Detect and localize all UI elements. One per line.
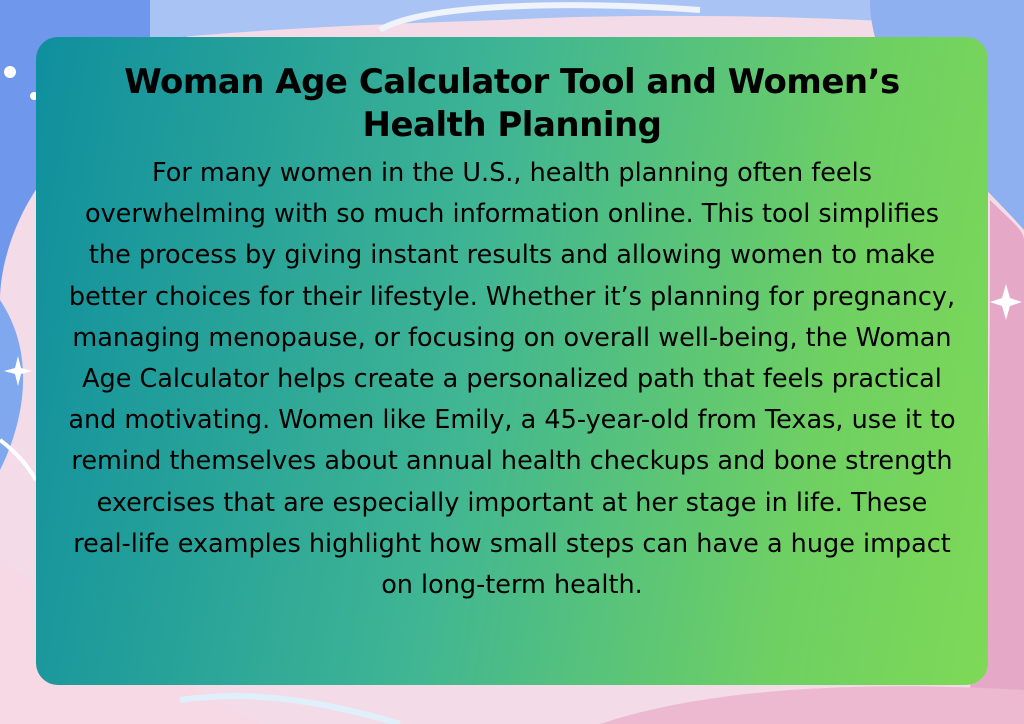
content-card bbox=[36, 37, 988, 685]
white-curve-left bbox=[0, 440, 36, 480]
card-title: Woman Age Calculator Tool and Women’s Health Planning bbox=[124, 62, 900, 145]
dot-icon bbox=[4, 66, 16, 78]
card-body: For many women in the U.S., health planning often feels overwhelming with so much information online. This tool simplifies the process by giving instant results and allowing women to make better choices for their lifestyle. Whether it’s planning for pregnancy, managing menopause, or focusing on overall well-being, the Woman Age Calculator helps create a personalized path that feels practical and motivating. Women like Emily, a 45-year-old from Texas, use it to remind themselves about annual health checkups and bone strength exercises that are especially important at her stage in life. These real-life examples highlight how small steps can have a huge impact on long-term health. bbox=[68, 158, 956, 601]
pink-blob-bottom-right bbox=[600, 686, 1024, 724]
